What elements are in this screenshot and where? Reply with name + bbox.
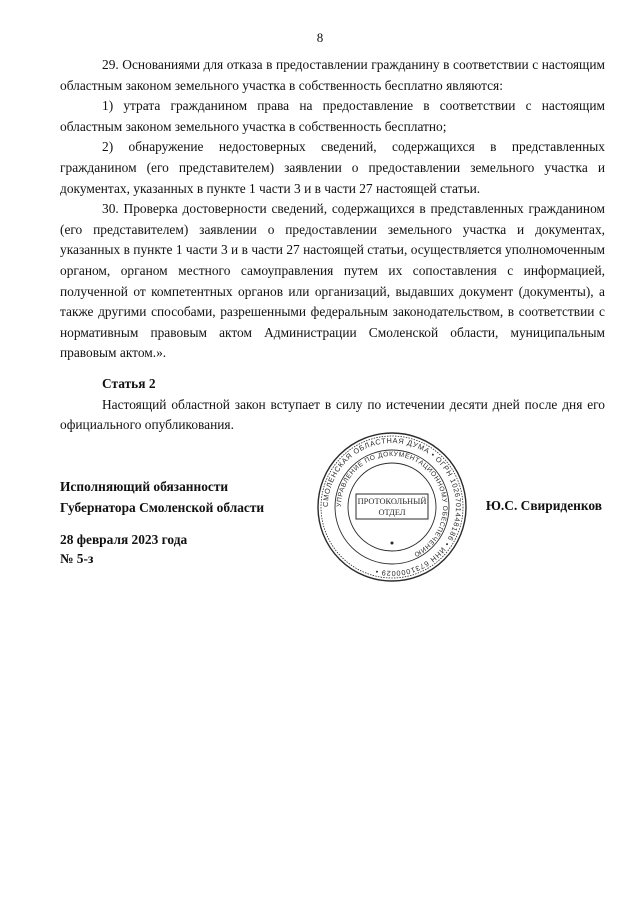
signer-name: Ю.С. Свириденков: [485, 498, 602, 513]
paragraph-30: 30. Проверка достоверности сведений, содержащихся в представленных гражданином (его представителем) заявлении о предоставлении земельного участка и документах, указанных в пункте 1 части 3 и в части 27 настоящей статьи, осуществляется уполномоченным органом, органом местного самоуправления путем их сопоставления с информацией, полученной от компетентных органов или организаций, выдавших документ (документы), а также другими способами, разрешенными федеральным законодательством, в соответствии с нормативным правовым актом Администрации Смоленской области, муниципальным правовым актом.».: [60, 201, 605, 361]
paragraph-29: 29. Основаниями для отказа в предоставлении гражданину в соответствии с настоящим областным законом земельного участка в собственность бесплатно являются:: [60, 57, 605, 93]
official-seal-icon: [316, 431, 468, 583]
document-body: [60, 55, 605, 364]
signer-position: [60, 477, 264, 518]
article-heading: Статья 2: [102, 376, 156, 391]
paragraph-29-item-2: 2) обнаружение недостоверных сведений, содержащихся в представленных гражданином (его представителем) заявлении о предоставлении земельного участка и документах, указанных в пункте 1 части 3 и в части 27 настоящей статьи.: [60, 139, 605, 196]
document-number: № 5-з: [60, 550, 94, 566]
signer-position-line-1: Исполняющий обязанности: [60, 479, 229, 494]
date-and-number: [60, 531, 187, 568]
document-date: 28 февраля 2023 года: [60, 532, 188, 547]
seal-center-line-1: ПРОТОКОЛЬНЫЙ: [357, 497, 427, 506]
seal-center-line-2: ОТДЕЛ: [378, 508, 406, 517]
signer-position-line-2: Губернатора Смоленской области: [60, 499, 265, 515]
article-text: Настоящий областной закон вступает в силу по истечении десяти дней после дня его официального опубликования.: [60, 396, 605, 433]
article-2: [60, 374, 605, 436]
paragraph-29-item-1: 1) утрата гражданином права на предоставление в соответствии с настоящим областным законом земельного участка в собственность бесплатно;: [60, 98, 605, 134]
seal-inner-text: УПРАВЛЕНИЕ ПО ДОКУМЕНТАЦИОННОМУ ОБЕСПЕЧЕНИЮ: [335, 450, 449, 558]
seal-outer-text: СМОЛЕНСКАЯ ОБЛАСТНАЯ ДУМА • ОГРН 1026701448186 • ИНН 6731000029 •: [320, 435, 464, 579]
page-number: 8: [316, 30, 324, 45]
